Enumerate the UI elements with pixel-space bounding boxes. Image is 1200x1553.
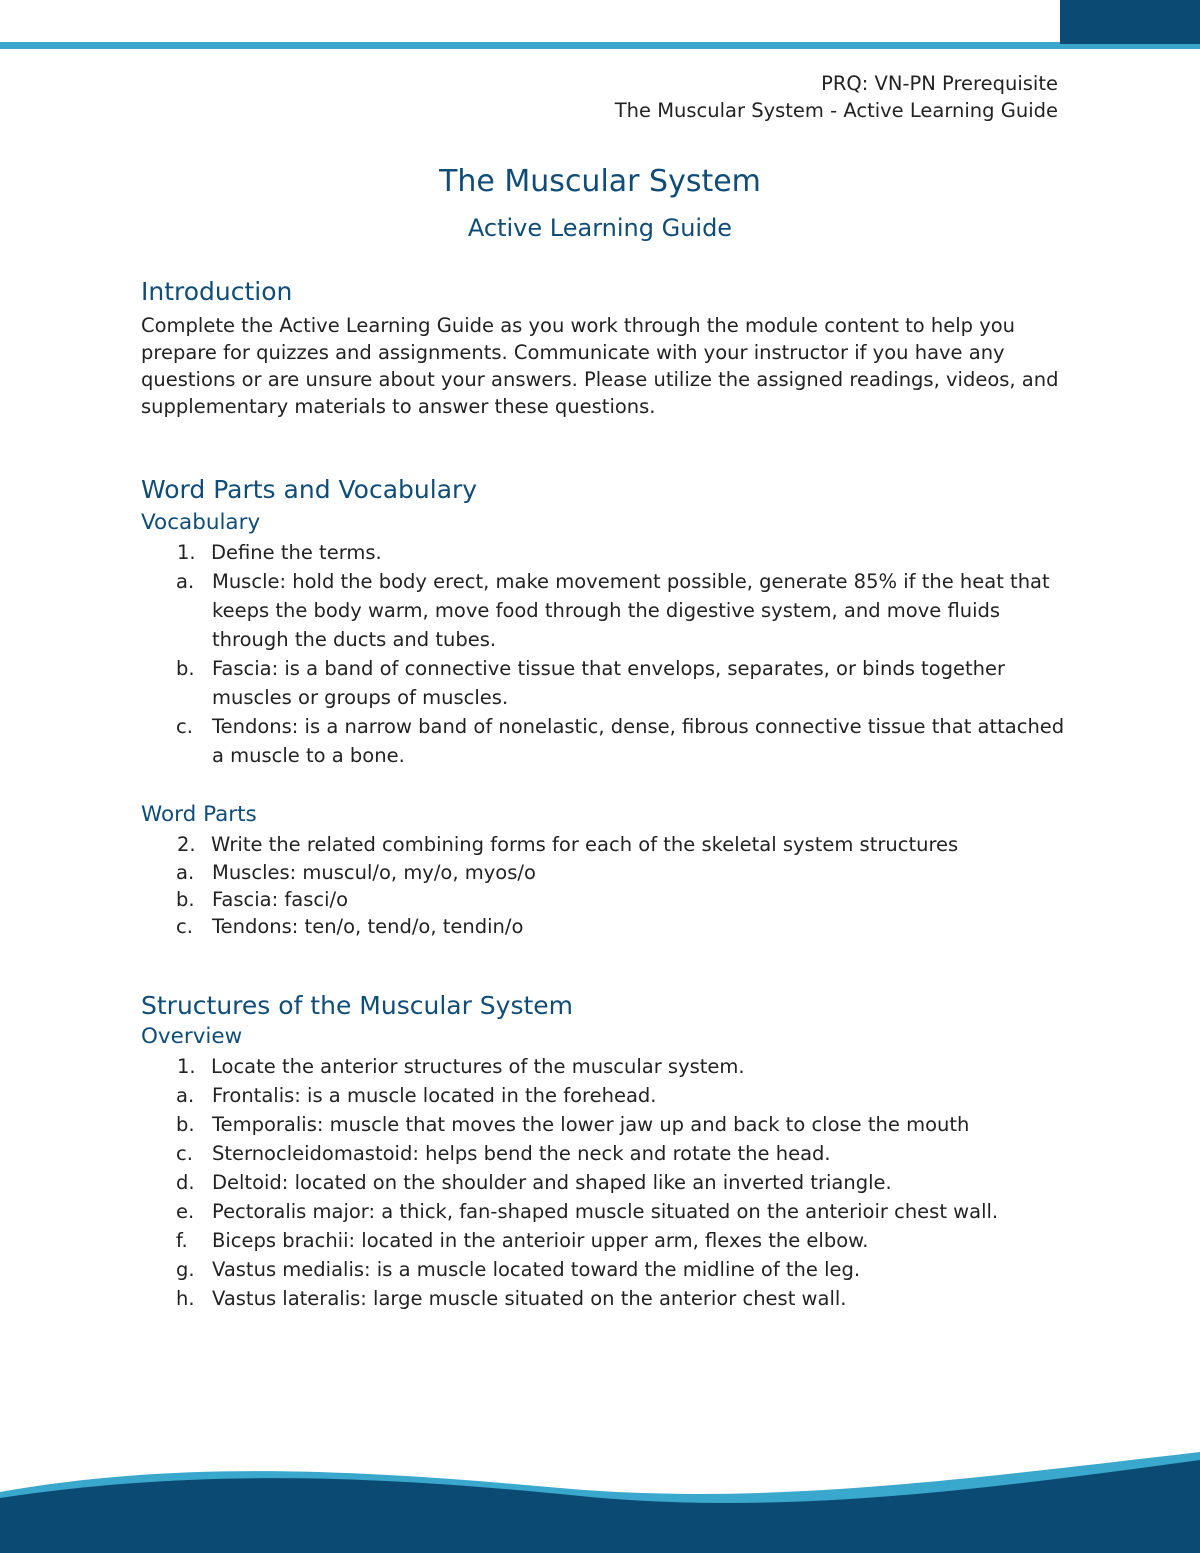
list-item — [141, 859, 1071, 886]
item-text: Temporalis: muscle that moves the lower jaw up and back to close the mouth — [212, 1113, 970, 1136]
question-number: 1. — [177, 541, 196, 564]
list-item — [141, 886, 1071, 913]
item-text: Fascia: is a band of connective tissue that envelops, separates, or binds together muscles or groups of muscles. — [212, 657, 1006, 709]
overview-question-list — [141, 1052, 1071, 1081]
list-item — [141, 1081, 1071, 1110]
overview-answer-list — [141, 1081, 1071, 1313]
document-body — [141, 276, 1071, 1313]
item-text: Fascia: fasci/o — [212, 888, 349, 911]
footer-wave-decoration — [0, 1440, 1200, 1553]
question-text: Define the terms. — [211, 541, 382, 564]
list-item — [141, 1110, 1071, 1139]
item-text: Pectoralis major: a thick, fan-shaped muscle situated on the anterioir chest wall. — [212, 1200, 999, 1223]
item-marker: b. — [176, 888, 195, 911]
word-parts-question — [141, 830, 1071, 859]
item-text: Tendons: is a narrow band of nonelastic, dense, fibrous connective tissue that attached a muscle to a bone. — [212, 715, 1065, 767]
structures-heading: Structures of the Muscular System — [141, 991, 574, 1020]
header-document-title: The Muscular System - Active Learning Guide — [614, 99, 1058, 122]
document-title: The Muscular System — [439, 164, 761, 199]
item-text: Vastus medialis: is a muscle located toward the midline of the leg. — [212, 1258, 861, 1281]
list-item — [141, 1284, 1071, 1313]
item-text: Biceps brachii: located in the anterioir upper arm, flexes the elbow. — [212, 1229, 869, 1252]
list-item — [141, 567, 1071, 654]
item-marker: c. — [176, 715, 193, 738]
item-marker: g. — [176, 1258, 195, 1281]
header-accent-bar — [0, 42, 1200, 49]
list-item — [141, 913, 1071, 940]
list-item — [141, 654, 1071, 712]
item-marker: a. — [176, 861, 195, 884]
header-course: PRQ: VN-PN Prerequisite — [821, 72, 1058, 95]
word-parts-question-list — [141, 830, 1071, 859]
page-header — [615, 70, 1058, 124]
introduction-text: Complete the Active Learning Guide as you work through the module content to help you prepare for quizzes and assignments. Communicate with your instructor if you have any questions or are unsure about your answers. Please utilize the assigned readings, videos, and supplementary materials to answer these questions. — [141, 314, 1059, 418]
item-text: Sternocleidomastoid: helps bend the neck and rotate the head. — [212, 1142, 831, 1165]
item-text: Tendons: ten/o, tend/o, tendin/o — [212, 915, 524, 938]
list-item — [141, 1139, 1071, 1168]
item-marker: c. — [176, 915, 193, 938]
item-marker: d. — [176, 1171, 195, 1194]
list-item — [141, 1226, 1071, 1255]
item-text: Muscles: muscul/o, my/o, myos/o — [212, 861, 536, 884]
item-marker: a. — [176, 570, 195, 593]
item-marker: h. — [176, 1287, 195, 1310]
vocabulary-question — [141, 538, 1071, 567]
document-subtitle: Active Learning Guide — [467, 214, 733, 242]
structures-section — [141, 990, 1071, 1313]
word-parts-answer-list — [141, 859, 1071, 940]
list-item — [141, 1255, 1071, 1284]
item-text: Deltoid: located on the shoulder and shaped like an inverted triangle. — [212, 1171, 892, 1194]
vocabulary-heading: Vocabulary — [141, 510, 261, 535]
word-parts-heading: Word Parts — [141, 802, 257, 827]
vocabulary-question-list — [141, 538, 1071, 567]
item-marker: c. — [176, 1142, 193, 1165]
item-marker: e. — [176, 1200, 195, 1223]
question-text: Write the related combining forms for each of the skeletal system structures — [211, 833, 959, 856]
overview-question — [141, 1052, 1071, 1081]
header-corner-block — [1060, 0, 1200, 44]
list-item — [141, 712, 1071, 770]
item-text: Vastus lateralis: large muscle situated on the anterior chest wall. — [212, 1287, 847, 1310]
list-item — [141, 1168, 1071, 1197]
question-text: Locate the anterior structures of the muscular system. — [211, 1055, 745, 1078]
question-number: 1. — [177, 1055, 196, 1078]
overview-heading: Overview — [141, 1024, 243, 1049]
item-text: Frontalis: is a muscle located in the forehead. — [212, 1084, 657, 1107]
document-title-block — [0, 162, 1200, 244]
word-parts-vocabulary-heading: Word Parts and Vocabulary — [141, 475, 478, 504]
item-marker: f. — [176, 1229, 188, 1252]
item-marker: b. — [176, 1113, 195, 1136]
introduction-section — [141, 276, 1071, 420]
vocabulary-answer-list — [141, 567, 1071, 770]
question-number: 2. — [177, 833, 196, 856]
introduction-heading: Introduction — [141, 277, 293, 306]
item-text: Muscle: hold the body erect, make movement possible, generate 85% if the heat that keeps the body warm, move food through the digestive system, and move fluids through the ducts and tubes. — [212, 570, 1050, 651]
word-parts-vocabulary-section — [141, 474, 1071, 940]
list-item — [141, 1197, 1071, 1226]
item-marker: b. — [176, 657, 195, 680]
item-marker: a. — [176, 1084, 195, 1107]
